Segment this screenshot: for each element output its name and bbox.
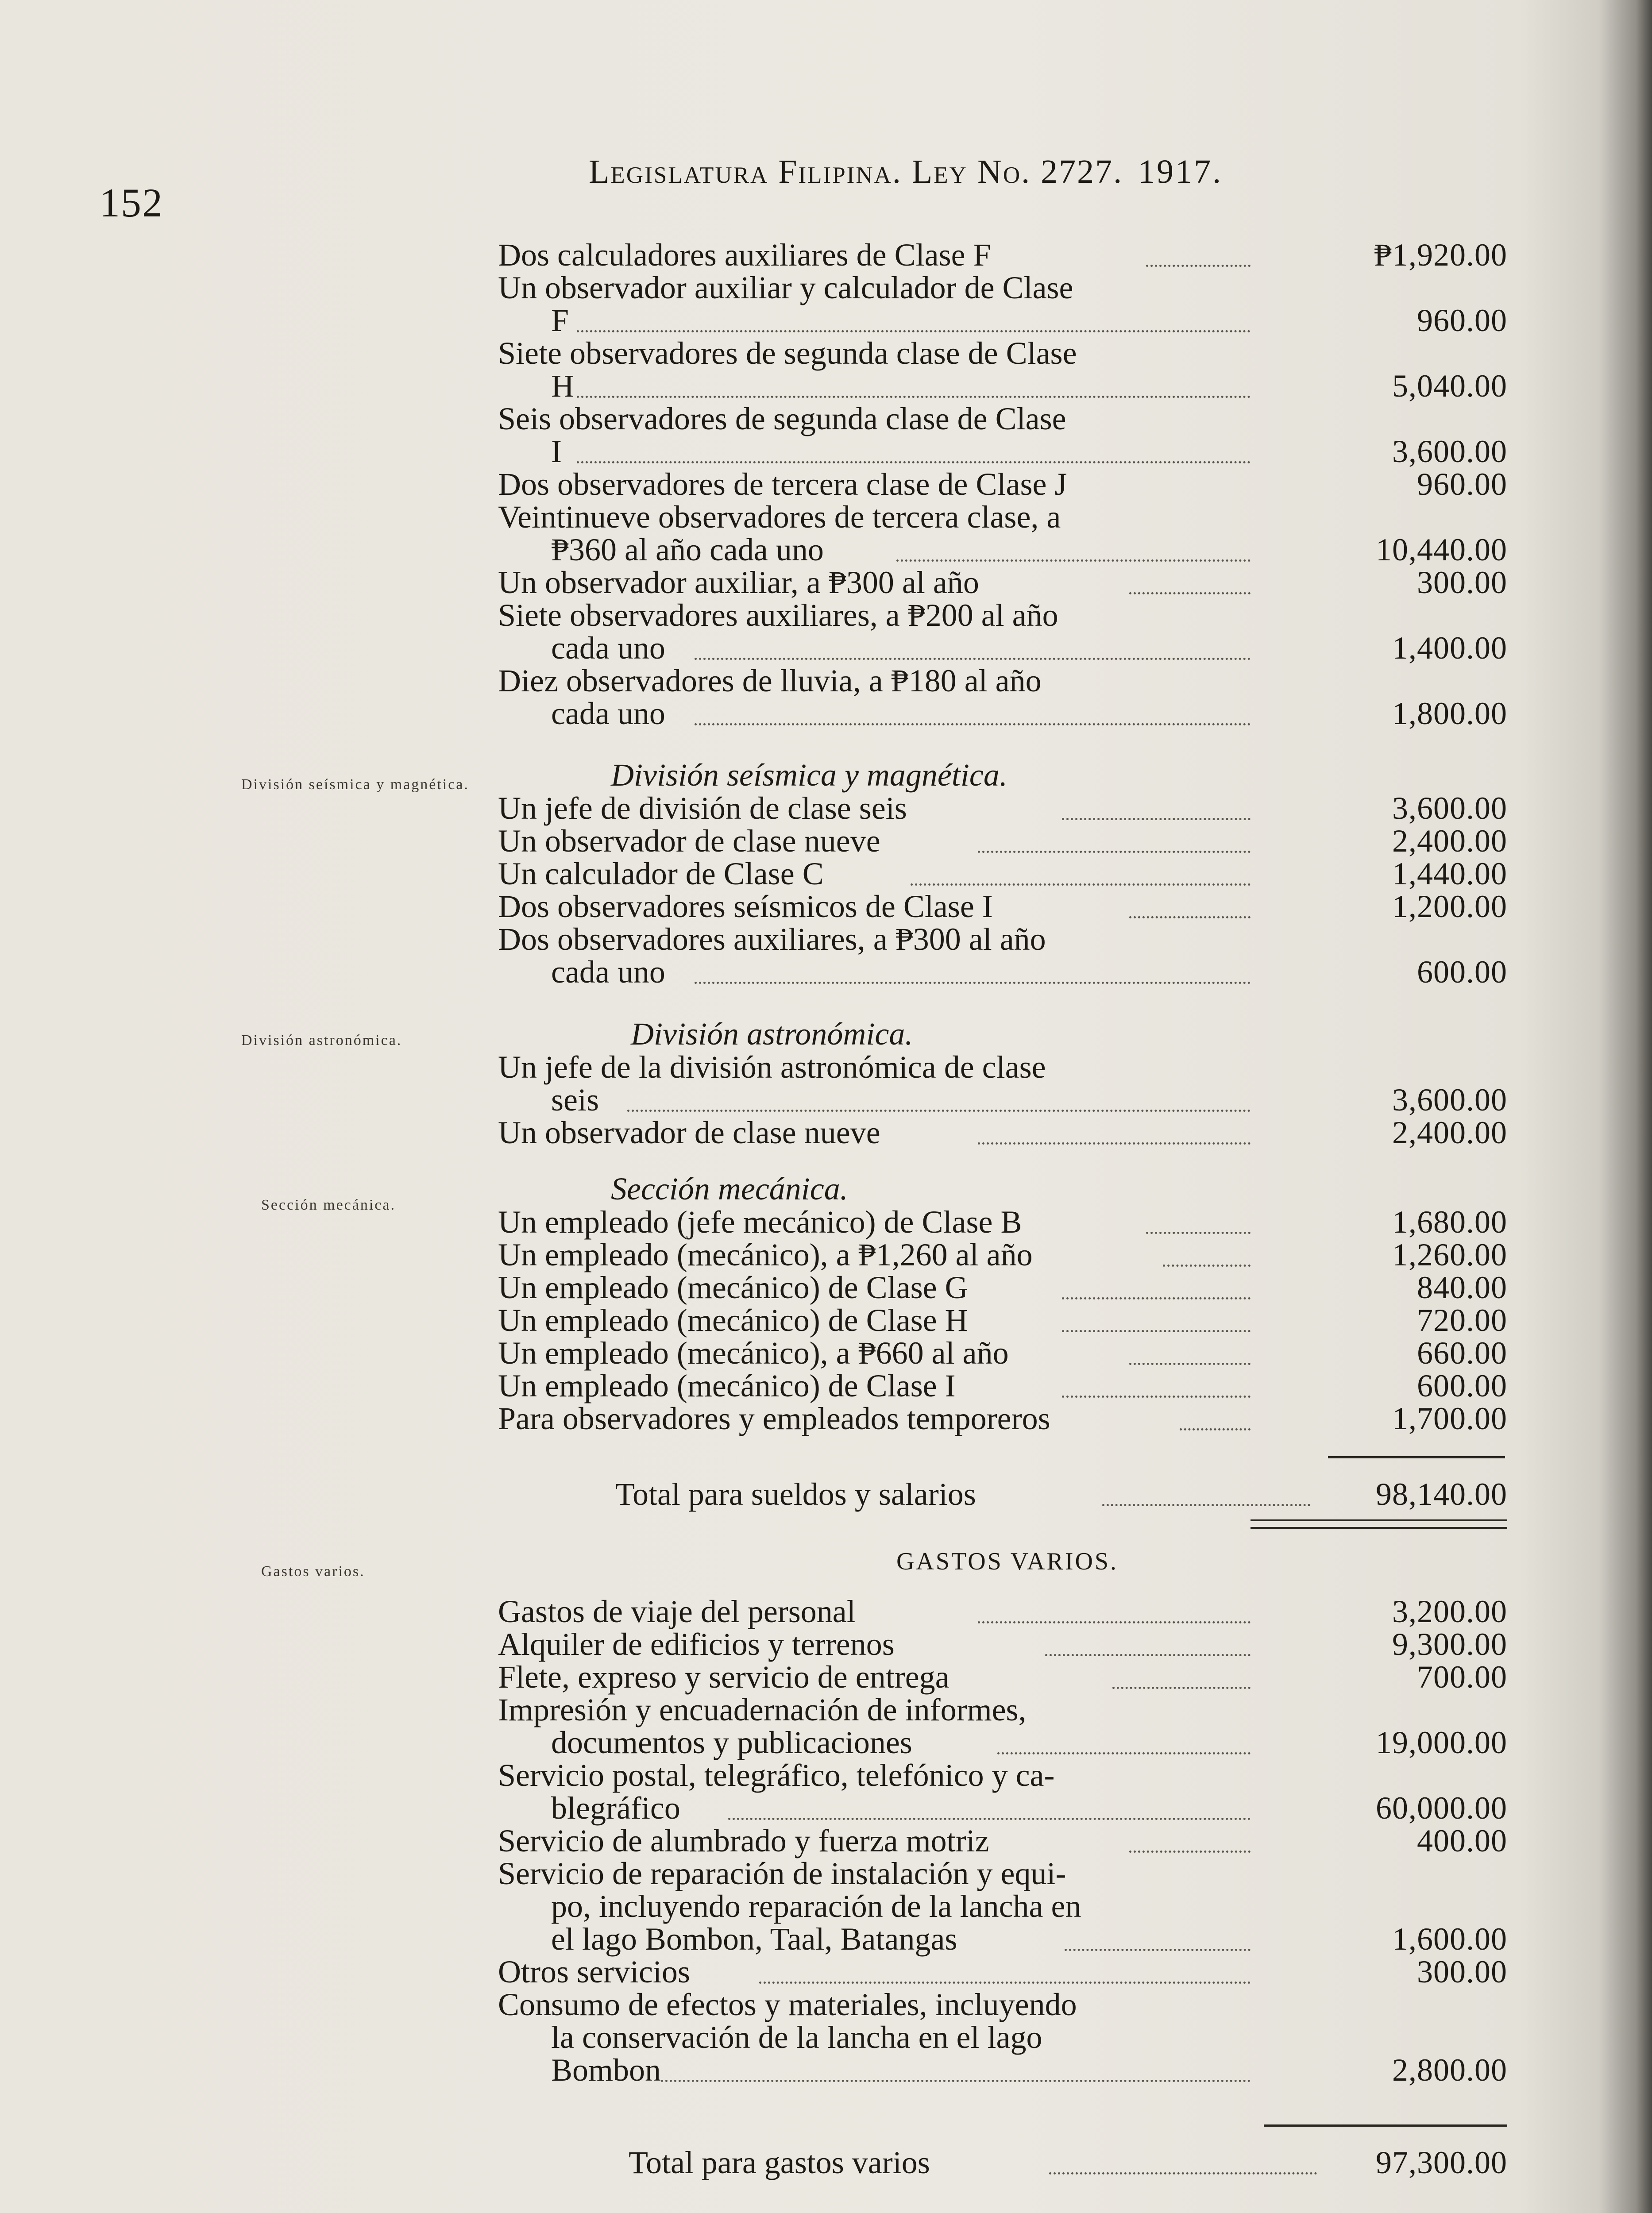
entry-text: Servicio de reparación de instalación y equi-	[498, 1856, 1066, 1891]
entry-amount: 720.00	[1417, 1303, 1507, 1338]
entry-line	[498, 1084, 1507, 1116]
entry-text: Siete observadores de segunda clase de Clase	[498, 335, 1077, 371]
entry-line	[498, 1304, 1507, 1336]
entry-line	[498, 1890, 1507, 1922]
entry-line	[498, 1858, 1507, 1889]
dot-leader	[896, 559, 1251, 562]
running-head	[589, 153, 1223, 191]
dot-leader	[997, 1752, 1251, 1754]
entry-text: documentos y publicaciones	[551, 1725, 912, 1760]
entry-text: Un empleado (mecánico) de Clase I	[498, 1368, 956, 1403]
entry-text: el lago Bombon, Taal, Batangas	[551, 1921, 957, 1957]
dot-leader	[1180, 1428, 1251, 1430]
entry-text: cada uno	[551, 696, 665, 731]
entry-line	[498, 1694, 1507, 1726]
dot-leader	[577, 461, 1251, 463]
dot-leader	[1045, 1654, 1251, 1656]
dot-leader	[577, 330, 1251, 332]
entry-text: Otros servicios	[498, 1954, 690, 1989]
dot-leader	[911, 883, 1251, 886]
entry-line	[498, 698, 1507, 729]
dot-leader	[1062, 1330, 1251, 1332]
entry-line	[498, 1727, 1507, 1758]
entry-text: Un empleado (mecánico), a ₱660 al año	[498, 1335, 1009, 1371]
entry-amount: 1,260.00	[1392, 1237, 1507, 1272]
entry-amount: 3,600.00	[1392, 790, 1507, 826]
entry-text: ₱360 al año cada uno	[551, 532, 824, 567]
entry-amount: 300.00	[1417, 1954, 1507, 1989]
entry-amount: 840.00	[1417, 1270, 1507, 1305]
entry-text: Dos observadores de tercera clase de Clase J	[498, 467, 1067, 502]
dot-leader	[1062, 1396, 1251, 1398]
entry-text: Un jefe de la división astronómica de clase	[498, 1049, 1046, 1085]
entry-text: Diez observadores de lluvia, a ₱180 al año	[498, 663, 1042, 698]
total-misc-amount: 97,300.00	[1376, 2145, 1507, 2180]
entry-amount: 3,600.00	[1392, 1082, 1507, 1118]
entry-line	[498, 501, 1507, 533]
entry-amount: 3,200.00	[1392, 1594, 1507, 1629]
entry-line	[498, 923, 1507, 955]
entry-line	[498, 272, 1507, 304]
entry-line	[498, 1661, 1507, 1693]
entry-text: I	[551, 434, 562, 469]
entry-line	[498, 1370, 1507, 1402]
total-salaries-amount: 98,140.00	[1376, 1477, 1507, 1512]
entry-line	[498, 891, 1507, 922]
entry-amount: 960.00	[1417, 467, 1507, 502]
entry-text: Un observador auxiliar y calculador de Clase	[498, 270, 1073, 305]
entry-text: F	[551, 303, 569, 338]
entry-text: Un calculador de Clase C	[498, 856, 824, 891]
entry-line	[498, 239, 1507, 271]
entry-line	[498, 1051, 1507, 1083]
dot-leader	[1129, 1363, 1251, 1365]
entry-line	[498, 468, 1507, 500]
entry-line	[498, 1956, 1507, 1988]
dot-leader	[728, 1818, 1251, 1820]
entry-line	[498, 436, 1507, 467]
margin-note-mechanical: Sección mecánica.	[261, 1197, 396, 1213]
entry-line	[498, 1337, 1507, 1369]
dot-leader	[695, 982, 1251, 984]
entry-text: Un empleado (mecánico) de Clase G	[498, 1270, 968, 1305]
entry-text: Bombon	[551, 2052, 661, 2088]
entry-text: Veintinueve observadores de tercera clase, a	[498, 499, 1061, 535]
entry-text: Servicio postal, telegráfico, telefónico y ca-	[498, 1758, 1055, 1793]
margin-note-seismic: División seísmica y magnética.	[241, 776, 469, 793]
entry-line	[498, 1403, 1507, 1434]
entry-amount: 1,680.00	[1392, 1204, 1507, 1240]
entry-amount: 400.00	[1417, 1823, 1507, 1858]
dot-leader	[1163, 1265, 1251, 1267]
entry-amount: 10,440.00	[1376, 532, 1507, 567]
entry-text: Un observador auxiliar, a ₱300 al año	[498, 565, 979, 600]
dot-leader	[978, 1621, 1251, 1623]
entry-text: Dos observadores seísmicos de Clase I	[498, 889, 993, 924]
dot-leader	[1112, 1687, 1251, 1689]
entry-line	[498, 403, 1507, 435]
entry-line	[498, 2021, 1507, 2053]
entry-line	[498, 1628, 1507, 1660]
double-rule-1	[1251, 1519, 1507, 1521]
entry-amount: 1,200.00	[1392, 889, 1507, 924]
entry-line	[498, 1596, 1507, 1627]
dot-leader	[1065, 1949, 1251, 1951]
entry-amount: 9,300.00	[1392, 1627, 1507, 1662]
total-salaries-leader	[1102, 1504, 1310, 1506]
entry-amount: 700.00	[1417, 1659, 1507, 1695]
entry-text: Consumo de efectos y materiales, incluyendo	[498, 1987, 1077, 2022]
dot-leader	[1146, 1232, 1251, 1234]
entry-line	[498, 665, 1507, 697]
dot-leader	[1129, 916, 1251, 918]
entry-line	[498, 370, 1507, 402]
entry-text: Siete observadores auxiliares, a ₱200 al año	[498, 598, 1058, 633]
entry-text: Dos observadores auxiliares, a ₱300 al año	[498, 921, 1046, 957]
entry-line	[498, 567, 1507, 598]
entry-text: cada uno	[551, 954, 665, 990]
entry-text: Para observadores y empleados temporeros	[498, 1401, 1050, 1436]
entry-text: Un observador de clase nueve	[498, 1115, 880, 1150]
entry-text: H	[551, 368, 574, 404]
entry-text: Alquiler de edificios y terrenos	[498, 1627, 895, 1662]
entry-amount: ₱1,920.00	[1374, 237, 1507, 273]
entry-amount: 19,000.00	[1376, 1725, 1507, 1760]
entry-amount: 300.00	[1417, 565, 1507, 600]
entry-line	[498, 599, 1507, 631]
dot-leader	[627, 1110, 1251, 1112]
total-misc-label: Total para gastos varios	[629, 2145, 930, 2180]
entry-amount: 960.00	[1417, 303, 1507, 338]
entry-line	[498, 2054, 1507, 2086]
entry-amount: 2,400.00	[1392, 823, 1507, 859]
double-rule-2	[1251, 1527, 1507, 1529]
heading-seismic: División seísmica y magnética.	[611, 757, 1007, 793]
dot-leader	[978, 1142, 1251, 1145]
entry-amount: 600.00	[1417, 1368, 1507, 1403]
dot-leader	[661, 2080, 1251, 2082]
page-number: 152	[100, 180, 163, 225]
entry-text: blegráfico	[551, 1790, 680, 1826]
entry-line	[498, 825, 1507, 857]
entry-amount: 1,700.00	[1392, 1401, 1507, 1436]
entry-text: Un empleado (mecánico) de Clase H	[498, 1303, 968, 1338]
entry-line	[498, 1759, 1507, 1791]
dot-leader	[978, 851, 1251, 853]
binding-shadow	[1599, 0, 1652, 2213]
entry-amount: 3,600.00	[1392, 434, 1507, 469]
entry-line	[498, 1239, 1507, 1271]
entry-amount: 1,440.00	[1392, 856, 1507, 891]
entry-text: Dos calculadores auxiliares de Clase F	[498, 237, 991, 273]
entry-line	[498, 1206, 1507, 1238]
entry-text: Un observador de clase nueve	[498, 823, 880, 859]
dot-leader	[577, 396, 1251, 398]
total-salaries-label: Total para sueldos y salarios	[615, 1477, 976, 1512]
entry-text: Un empleado (jefe mecánico) de Clase B	[498, 1204, 1022, 1240]
entry-text: Servicio de alumbrado y fuerza motriz	[498, 1823, 989, 1858]
entry-text: Seis observadores de segunda clase de Clase	[498, 401, 1066, 436]
entry-amount: 5,040.00	[1392, 368, 1507, 404]
entry-amount: 1,800.00	[1392, 696, 1507, 731]
entry-line	[498, 337, 1507, 369]
margin-note-misc: Gastos varios.	[261, 1563, 365, 1580]
entry-text: Un empleado (mecánico), a ₱1,260 al año	[498, 1237, 1033, 1272]
heading-mechanical: Sección mecánica.	[611, 1171, 848, 1207]
heading-astronomic: División astronómica.	[631, 1016, 913, 1052]
rule-above-total-misc	[1264, 2124, 1507, 2127]
entry-line	[498, 792, 1507, 824]
entry-line	[498, 1989, 1507, 2020]
entry-amount: 660.00	[1417, 1335, 1507, 1371]
total-misc-leader	[1049, 2172, 1317, 2174]
dot-leader	[1062, 818, 1251, 820]
dot-leader	[1129, 1851, 1251, 1853]
entry-amount: 2,800.00	[1392, 2052, 1507, 2088]
entry-text: cada uno	[551, 630, 665, 666]
entry-text: po, incluyendo reparación de la lancha en	[551, 1889, 1081, 1924]
entry-line	[498, 1117, 1507, 1149]
entry-line	[498, 858, 1507, 890]
entry-amount: 1,400.00	[1392, 630, 1507, 666]
entry-line	[498, 632, 1507, 664]
entry-amount: 600.00	[1417, 954, 1507, 990]
entry-text: la conservación de la lancha en el lago	[551, 2020, 1042, 2055]
entry-text: Un jefe de división de clase seis	[498, 790, 907, 826]
entry-line	[498, 1792, 1507, 1824]
running-head-year: 1917.	[1138, 153, 1223, 190]
entry-amount: 2,400.00	[1392, 1115, 1507, 1150]
entry-line	[498, 1272, 1507, 1303]
running-head-title: Legislatura Filipina. Ley No. 2727.	[589, 153, 1123, 190]
entry-line	[498, 1923, 1507, 1955]
dot-leader	[695, 658, 1251, 660]
entry-line	[498, 956, 1507, 988]
dot-leader	[1146, 265, 1251, 267]
entry-text: Impresión y encuadernación de informes,	[498, 1692, 1027, 1727]
entry-amount: 1,600.00	[1392, 1921, 1507, 1957]
entry-text: Gastos de viaje del personal	[498, 1594, 856, 1629]
entry-amount: 60,000.00	[1376, 1790, 1507, 1826]
dot-leader	[695, 723, 1251, 725]
margin-note-astronomic: División astronómica.	[241, 1032, 402, 1049]
entry-line	[498, 305, 1507, 336]
dot-leader	[759, 1982, 1251, 1984]
dot-leader	[1129, 592, 1251, 594]
heading-misc: GASTOS VARIOS.	[896, 1548, 1119, 1575]
entry-line	[498, 534, 1507, 566]
entry-text: Flete, expreso y servicio de entrega	[498, 1659, 950, 1695]
entry-text: seis	[551, 1082, 599, 1118]
entry-line	[498, 1825, 1507, 1857]
rule-above-total-salaries	[1328, 1456, 1505, 1458]
dot-leader	[1062, 1297, 1251, 1299]
